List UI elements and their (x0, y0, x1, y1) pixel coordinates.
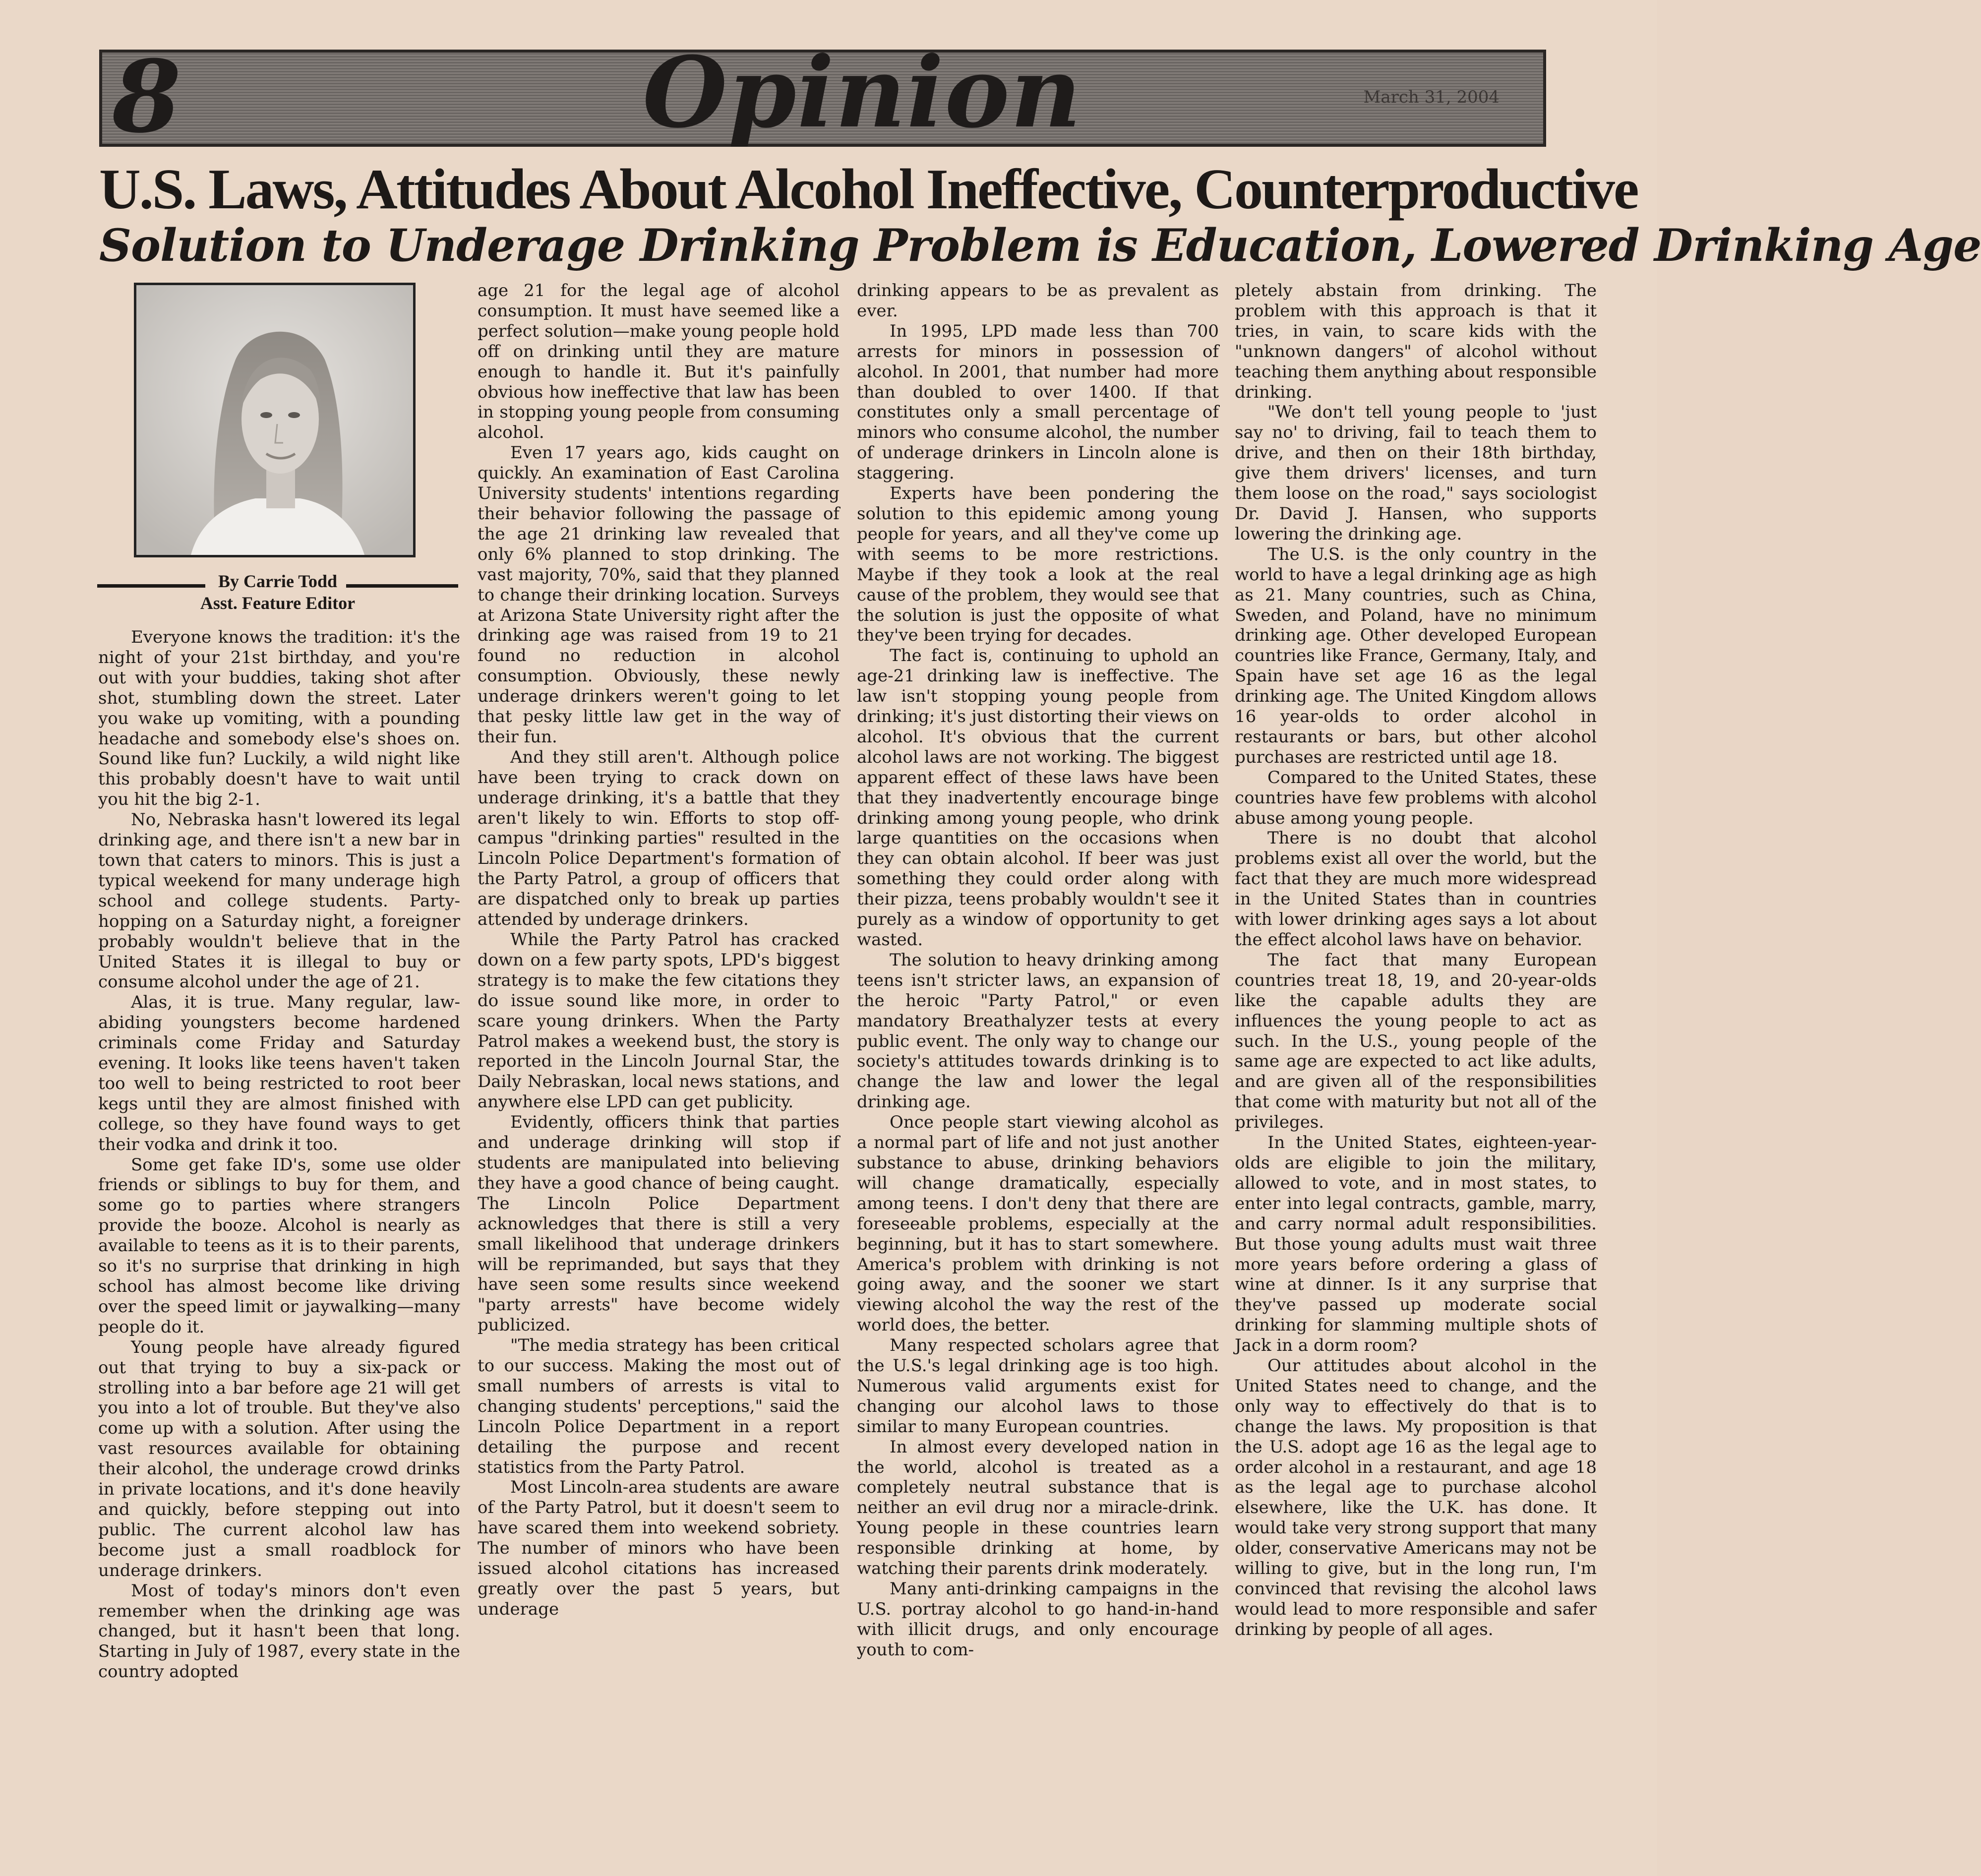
paragraph: In almost every developed nation in the world, alcohol is treated as a completely neutral substance that is neither an evil drug nor a miracle-drink. Young people in these countries learn responsible drinking at home, by watching their parents drink moderately. (857, 1437, 1219, 1579)
paragraph: Even 17 years ago, kids caught on quickly. An examination of East Carolina University students' intentions regarding their behavior following the passage of the age 21 drinking law revealed that only 6% planned to stop drinking. The vast majority, 70%, said that they planned to change their drinking location. Surveys at Arizona State University right after the drinking age was raised from 19 to 21 found no reduction in alcohol consumption. Obviously, these newly underage drinkers weren't going to let that pesky little law get in the way of their fun. (478, 443, 840, 747)
paragraph: Young people have already figured out that trying to buy a six-pack or strolling into a bar before age 21 will get you into a lot of trouble. But they've also come up with a solution. After using the vast resources available for obtaining their alcohol, the underage crowd drinks in private locations, and it's done heavily and quickly, before stepping out into public. The current alcohol law has become just a small roadblock for underage drinkers. (98, 1337, 460, 1580)
byline-rule-left (97, 584, 205, 588)
paragraph: "We don't tell young people to 'just say no' to driving, fail to teach them to drive, and then on their 18th birthday, give them drivers' licenses, and turn them loose on the road," says sociologist Dr. David J. Hansen, who supports lowering the drinking age. (1235, 402, 1597, 544)
article-column-2 (478, 281, 840, 1620)
paragraph: Many anti-drinking campaigns in the U.S. portray alcohol to go hand-in-hand with illicit drugs, and only encourage youth to com- (857, 1579, 1219, 1660)
paragraph: pletely abstain from drinking. The problem with this approach is that it tries, in vain, to scare kids with the "unknown dangers" of alcohol without teaching them anything about responsible drinking. (1235, 281, 1597, 402)
article-headline: U.S. Laws, Attitudes About Alcohol Ineffective, Counterproductive (99, 158, 1638, 221)
paragraph: Compared to the United States, these countries have few problems with alcohol abuse among young people. (1235, 767, 1597, 828)
paragraph: Most of today's minors don't even remember when the drinking age was changed, but it hasn't been that long. Starting in July of 1987, every state in the country adopted (98, 1580, 460, 1682)
paragraph: Alas, it is true. Many regular, law-abiding youngsters become hardened criminals come Friday and Saturday evening. It looks like teens haven't taken too well to being restricted to root beer kegs until they are almost finished with college, so they have found ways to get their vodka and drink it too. (98, 992, 460, 1154)
paragraph: In the United States, eighteen-year-olds are eligible to join the military, allowed to vote, and in most states, to enter into legal contracts, gamble, marry, and carry normal adult responsibilities. But those young adults must wait three more years before ordering a glass of wine at dinner. Is it any surprise that they've passed up moderate social drinking for slamming multiple shots of Jack in a dorm room? (1235, 1133, 1597, 1356)
paragraph: drinking appears to be as prevalent as ever. (857, 281, 1219, 321)
paragraph: Once people start viewing alcohol as a normal part of life and not just another substance to abuse, drinking behaviors will change dramatically, especially among teens. I don't deny that there are foreseeable problems, especially at the beginning, but it has to start somewhere. America's problem with drinking is not going away, and the sooner we start viewing alcohol the way the rest of the world does, the better. (857, 1112, 1219, 1335)
issue-date: March 31, 2004 (1363, 87, 1500, 107)
paragraph: Experts have been pondering the solution to this epidemic among young people for years, and all they've come up with seems to be more restrictions. Maybe if they took a look at the real cause of the problem, they would see that the solution is just the opposite of what they've been trying for decades. (857, 484, 1219, 646)
paragraph: In 1995, LPD made less than 700 arrests for minors in possession of alcohol. In 2001, that number had more than doubled to over 1400. If that constitutes only a small percentage of minors who consume alcohol, the number of underage drinkers in Lincoln alone is staggering. (857, 321, 1219, 484)
paragraph: The solution to heavy drinking among teens isn't stricter laws, an expansion of the heroic "Party Patrol," or even mandatory Breathalyzer tests at every public event. The only way to change our society's attitudes towards drinking is to change the law and lower the legal drinking age. (857, 950, 1219, 1112)
paragraph: Most Lincoln-area students are aware of the Party Patrol, but it doesn't seem to have scared them into weekend sobriety. The number of minors who have been issued alcohol citations has increased greatly over the past 5 years, but underage (478, 1477, 840, 1619)
paragraph: While the Party Patrol has cracked down on a few party spots, LPD's biggest strategy is to make the few citations they do issue sound like more, in order to scare young drinkers. When the Party Patrol makes a weekend bust, the story is reported in the Lincoln Journal Star, the Daily Nebraskan, local news stations, and anywhere else LPD can get publicity. (478, 930, 840, 1112)
paragraph: "The media strategy has been critical to our success. Making the most out of small numbers of arrests is vital to changing students' perceptions," said the Lincoln Police Department in a report detailing the purpose and recent statistics from the Party Patrol. (478, 1335, 840, 1477)
paragraph: The fact is, continuing to uphold an age-21 drinking law is ineffective. The law isn't stopping young people from drinking; it's just distorting their views on alcohol. It's obvious that the current alcohol laws are not working. The biggest apparent effect of these laws have been that they inadvertently encourage binge drinking among young people, who drink large quantities on the occasions when they can obtain alcohol. If beer was just something they could order along with their pizza, teens probably wouldn't see it purely as a window of opportunity to get wasted. (857, 646, 1219, 950)
byline-title: Asst. Feature Editor (200, 593, 356, 613)
byline (97, 570, 458, 614)
section-masthead (99, 36, 1546, 155)
author-portrait-image (136, 285, 413, 555)
paragraph: There is no doubt that alcohol problems exist all over the world, but the fact that they are much more widespread in the United States than in countries with lower drinking ages says a lot about the effect alcohol laws have on behavior. (1235, 828, 1597, 950)
paragraph: Many respected scholars agree that the U.S.'s legal drinking age is too high. Numerous valid arguments exist for changing our alcohol laws to those similar to many European countries. (857, 1335, 1219, 1437)
author-photo (134, 283, 416, 557)
article-column-4 (1235, 281, 1597, 1640)
paragraph: And they still aren't. Although police have been trying to crack down on underage drinking, it's a battle that they aren't likely to win. Efforts to stop off-campus "drinking parties" resulted in the Lincoln Police Department's formation of the Party Patrol, a group of officers that are dispatched only to break up parties attended by underage drinkers. (478, 747, 840, 930)
article-subheadline: Solution to Underage Drinking Problem is Education, Lowered Drinking Age (99, 219, 1981, 272)
paragraph: The U.S. is the only country in the world to have a legal drinking age as high as 21. Many countries, such as China, Sweden, and Poland, have no minimum drinking age. Other developed European countries like France, Germany, Italy, and Spain have set age 16 as the legal drinking age. The United Kingdom allows 16 year-olds to order alcohol in restaurants or bars, but other alcohol purchases are restricted until age 18. (1235, 544, 1597, 767)
paragraph: Everyone knows the tradition: it's the night of your 21st birthday, and you're out with your buddies, taking shot after shot, stumbling down the street. Later you wake up vomiting, with a pounding headache and somebody else's shoes on. Sound like fun? Luckily, a wild night like this probably doesn't have to wait until you hit the big 2-1. (98, 627, 460, 810)
article-column-3 (857, 281, 1219, 1660)
paragraph: Our attitudes about alcohol in the United States need to change, and the only way to effectively do that is to change the laws. My proposition is that the U.S. adopt age 16 as the legal age to order alcohol in a restaurant, and age 18 as the legal age to purchase alcohol elsewhere, like the U.K. has done. It would take very strong support that many older, conservative Americans may not be willing to give, but in the long run, I'm convinced that revising the alcohol laws would lead to more responsible and safer drinking by people of all ages. (1235, 1356, 1597, 1639)
section-title: Opinion (643, 36, 1082, 150)
paragraph: age 21 for the legal age of alcohol consumption. It must have seemed like a perfect solution—make young people hold off on drinking until they are mature enough to handle it. But it's painfully obvious how ineffective that law has been in stopping young people from consuming alcohol. (478, 281, 840, 443)
byline-rule-right (346, 584, 458, 588)
page-number: 8 (112, 39, 181, 155)
byline-author: By Carrie Todd (218, 571, 338, 591)
paragraph: Some get fake ID's, some use older friends or siblings to buy for them, and some go to parties where strangers provide the booze. Alcohol is nearly as available to teens as it is to their parents, so it's no surprise that drinking in high school has almost become like driving over the speed limit or jaywalking—many people do it. (98, 1154, 460, 1337)
paragraph: No, Nebraska hasn't lowered its legal drinking age, and there isn't a new bar in town that caters to minors. This is just a typical weekend for many underage high school and college students. Party-hopping on a Saturday night, a foreigner probably wouldn't believe that in the United States it is illegal to buy or consume alcohol under the age of 21. (98, 810, 460, 992)
paragraph: Evidently, officers think that parties and underage drinking will stop if students are manipulated into believing they have a good chance of being caught. The Lincoln Police Department acknowledges that there is still a very small likelihood that underage drinkers will be reprimanded, but says that they have seen some results since weekend "party arrests" have become widely publicized. (478, 1112, 840, 1335)
paragraph: The fact that many European countries treat 18, 19, and 20-year-olds like the capable adults they are influences the young people to act as such. In the U.S., young people of the same age are expected to act like adults, and are given all of the responsibilities that come with maturity but not all of the privileges. (1235, 950, 1597, 1133)
article-column-1 (98, 627, 460, 1682)
